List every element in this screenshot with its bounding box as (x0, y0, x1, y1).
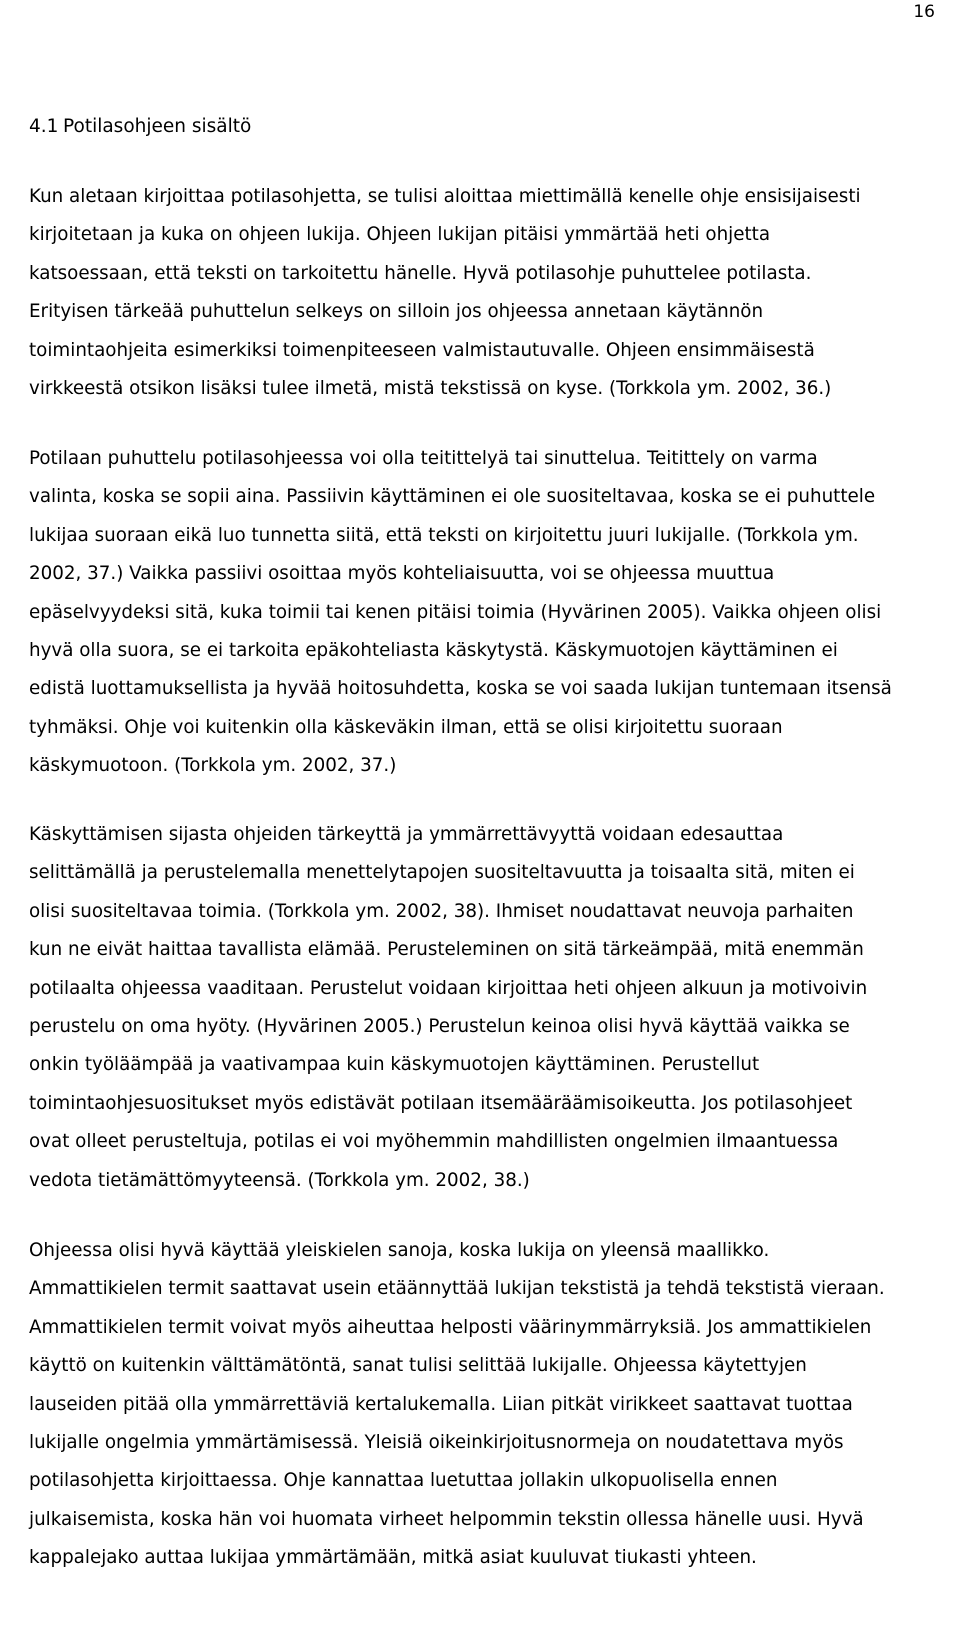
paragraph-4 (29, 1232, 960, 1578)
text-line: käyttö on kuitenkin välttämätöntä, sanat tulisi selittää lukijalle. Ohjeessa käytettyjen (29, 1355, 807, 1377)
text-line: vedota tietämättömyyteensä. (Torkkola ym. 2002, 38.) (29, 1169, 530, 1191)
text-line: tyhmäksi. Ohje voi kuitenkin olla käskeväkin ilman, että se olisi kirjoitettu suoraan (29, 716, 783, 738)
page-number: 16 (913, 2, 935, 22)
section-heading (29, 116, 251, 138)
text-line: epäselvyydeksi sitä, kuka toimii tai kenen pitäisi toimia (Hyvärinen 2005). Vaikka ohjeen olisi (29, 601, 882, 623)
text-line: perustelu on oma hyöty. (Hyvärinen 2005.) Perustelun keinoa olisi hyvä käyttää vaikka se (29, 1015, 850, 1037)
text-line: potilaalta ohjeessa vaaditaan. Perustelut voidaan kirjoittaa heti ohjeen alkuun ja motivoivin (29, 977, 868, 999)
text-line: Ohjeessa olisi hyvä käyttää yleiskielen sanoja, koska lukija on yleensä maallikko. (29, 1240, 770, 1261)
paragraph-1 (29, 178, 960, 408)
text-line: 2002, 37.) Vaikka passiivi osoittaa myös kohteliaisuutta, voi se ohjeessa muuttua (29, 563, 775, 585)
text-line: valinta, koska se sopii aina. Passiivin käyttäminen ei ole suositeltavaa, koska se ei puhuttele (29, 486, 876, 508)
text-line: lukijaa suoraan eikä luo tunnetta siitä, että teksti on kirjoitettu juuri lukijalle. (Torkkola ym. (29, 524, 859, 546)
paragraph-2 (29, 440, 960, 786)
text-line: Käskyttämisen sijasta ohjeiden tärkeyttä ja ymmärrettävyyttä voidaan edesauttaa (29, 824, 784, 845)
text-line: katsoessaan, että teksti on tarkoitettu hänelle. Hyvä potilasohje puhuttelee potilasta. (29, 262, 812, 284)
text-line: edistä luottamuksellista ja hyvää hoitosuhdetta, koska se voi saada lukijan tuntemaan itsensä (29, 678, 892, 700)
text-line: Potilaan puhuttelu potilasohjeessa voi olla teitittelyä tai sinuttelua. Teitittely on varma (29, 448, 818, 469)
text-line: ovat olleet perusteltuja, potilas ei voi myöhemmin mahdillisten ongelmien ilmaantuessa (29, 1131, 839, 1153)
text-line: kappalejako auttaa lukijaa ymmärtämään, mitkä asiat kuuluvat tiukasti yhteen. (29, 1547, 757, 1569)
text-line: hyvä olla suora, se ei tarkoita epäkohteliasta käskytystä. Käskymuotojen käyttäminen ei (29, 639, 838, 661)
text-line: selittämällä ja perustelemalla menettelytapojen suositeltavuutta ja toisaalta sitä, miten ei (29, 862, 855, 884)
text-line: lukijalle ongelmia ymmärtämisessä. Yleisiä oikeinkirjoitusnormeja on noudatettava myös (29, 1431, 844, 1453)
text-line: julkaisemista, koska hän voi huomata virheet helpommin tekstin ollessa hänelle uusi. Hyvä (29, 1508, 864, 1530)
text-line: virkkeestä otsikon lisäksi tulee ilmetä, mistä tekstissä on kyse. (Torkkola ym. 2002, 36.) (29, 377, 832, 399)
text-line: käskymuotoon. (Torkkola ym. 2002, 37.) (29, 755, 397, 777)
text-line: lauseiden pitää olla ymmärrettäviä kertalukemalla. Liian pitkät virikkeet saattavat tuottaa (29, 1393, 853, 1415)
text-line: Ammattikielen termit voivat myös aiheuttaa helposti väärinymmärryksiä. Jos ammattikielen (29, 1316, 872, 1338)
text-line: Ammattikielen termit saattavat usein etäännyttää lukijan tekstistä ja tehdä tekstistä vieraan. (29, 1278, 885, 1300)
text-line: toimintaohjesuositukset myös edistävät potilaan itsemääräämisoikeutta. Jos potilasohjeet (29, 1092, 853, 1114)
text-line: olisi suositeltavaa toimia. (Torkkola ym. 2002, 38). Ihmiset noudattavat neuvoja parhaiten (29, 900, 854, 922)
text-line: potilasohjetta kirjoittaessa. Ohje kannattaa luetuttaa jollakin ulkopuolisella ennen (29, 1470, 778, 1492)
text-line: toimintaohjeita esimerkiksi toimenpiteeseen valmistautuvalle. Ohjeen ensimmäisestä (29, 339, 815, 361)
text-line: Kun aletaan kirjoittaa potilasohjetta, se tulisi aloittaa miettimällä kenelle ohje ensisijaisesti (29, 186, 861, 207)
paragraph-3 (29, 816, 960, 1200)
text-line: kirjoitetaan ja kuka on ohjeen lukija. Ohjeen lukijan pitäisi ymmärtää heti ohjetta (29, 224, 771, 246)
section-number: 4.1 (29, 116, 59, 137)
text-line: Erityisen tärkeää puhuttelun selkeys on silloin jos ohjeessa annetaan käytännön (29, 301, 764, 323)
text-line: kun ne eivät haittaa tavallista elämää. Perusteleminen on sitä tärkeämpää, mitä enemmän (29, 939, 864, 961)
text-line: onkin työläämpää ja vaativampaa kuin käskymuotojen käyttäminen. Perustellut (29, 1054, 760, 1076)
section-title: Potilasohjeen sisältö (63, 116, 252, 137)
